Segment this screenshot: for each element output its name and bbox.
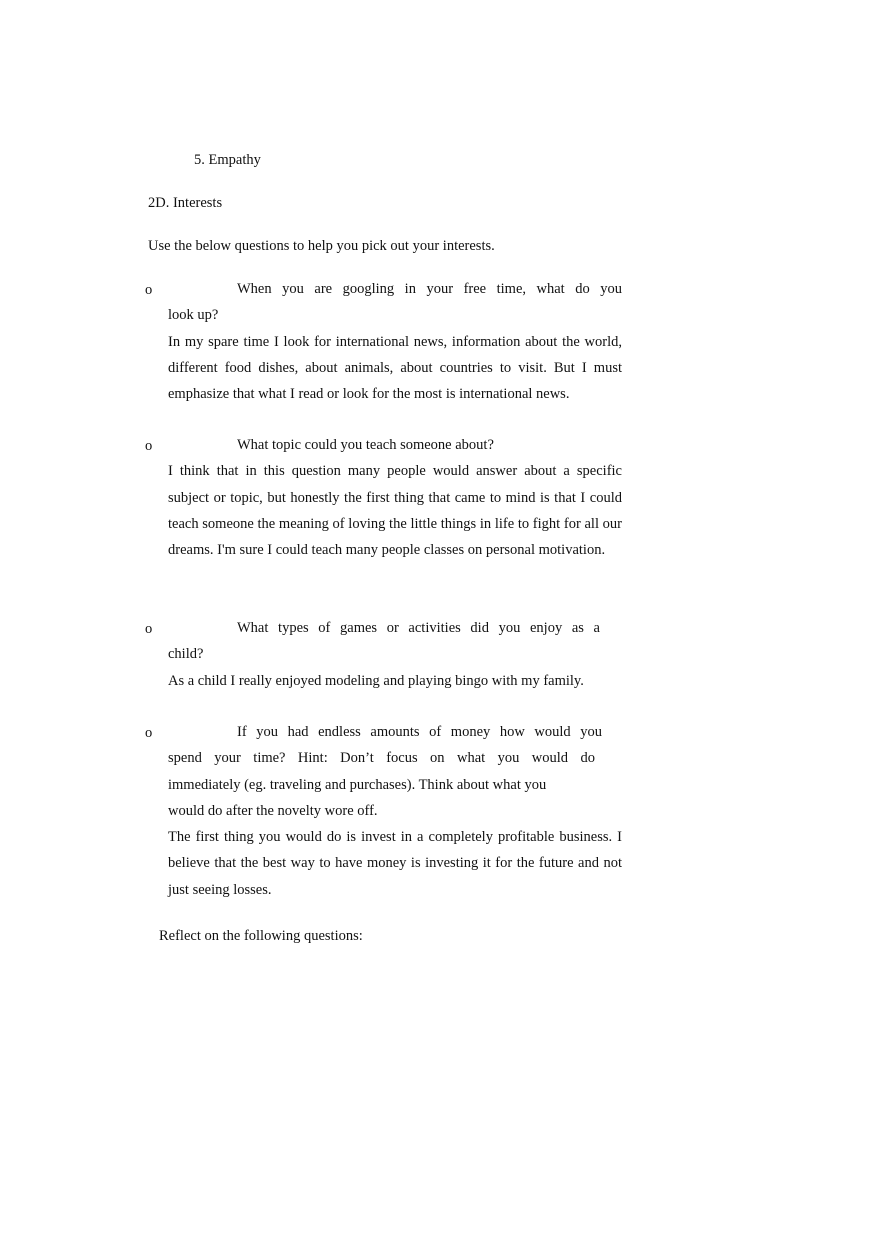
question-block-2 bbox=[168, 432, 622, 563]
interests-heading: 2D. Interests bbox=[148, 195, 223, 211]
reflect-prompt: Reflect on the following questions: bbox=[159, 928, 363, 944]
question-line: What types of games or activities did you enjoy as a bbox=[237, 620, 600, 636]
question-line: immediately (eg. traveling and purchases). Think about what you bbox=[168, 776, 547, 793]
answer-text: As a child I really enjoyed modeling and playing bingo with my family. bbox=[168, 672, 584, 689]
question-line: When you are googling in your free time, what do you bbox=[237, 281, 622, 297]
question-line: child? bbox=[168, 646, 204, 663]
question-line: If you had endless amounts of money how would you bbox=[237, 724, 602, 740]
intro-text: Use the below questions to help you pick out your interests. bbox=[148, 238, 495, 254]
answer-text: In my spare time I look for international news, information about the world, different food dishes, about animals, about countries to visit. But I must emphasize that what I read or look for the most is international news. bbox=[168, 333, 622, 403]
question-block-1 bbox=[168, 276, 622, 407]
question-block-3 bbox=[168, 615, 600, 694]
question-line: spend your time? Hint: Don’t focus on what you would do bbox=[168, 750, 595, 767]
question-line: would do after the novelty wore off. bbox=[168, 802, 378, 819]
bullet-marker: o bbox=[145, 438, 153, 454]
answer-text: I think that in this question many people would answer about a specific subject or topic, but honestly the first thing that came to mind is that I could teach someone the meaning of loving the little things in life to fight for all our dreams. I'm sure I could teach many people classes on personal motivation. bbox=[168, 463, 622, 559]
question-line: look up? bbox=[168, 307, 219, 324]
bullet-marker: o bbox=[145, 621, 153, 637]
question-line: What topic could you teach someone about? bbox=[237, 437, 494, 453]
bullet-marker: o bbox=[145, 282, 153, 298]
empathy-heading: 5. Empathy bbox=[194, 152, 261, 168]
answer-text: The first thing you would do is invest in a completely profitable business. I believe that the best way to have money is investing it for the future and not just seeing losses. bbox=[168, 829, 622, 898]
question-block-4 bbox=[168, 719, 622, 903]
bullet-marker: o bbox=[145, 725, 153, 741]
